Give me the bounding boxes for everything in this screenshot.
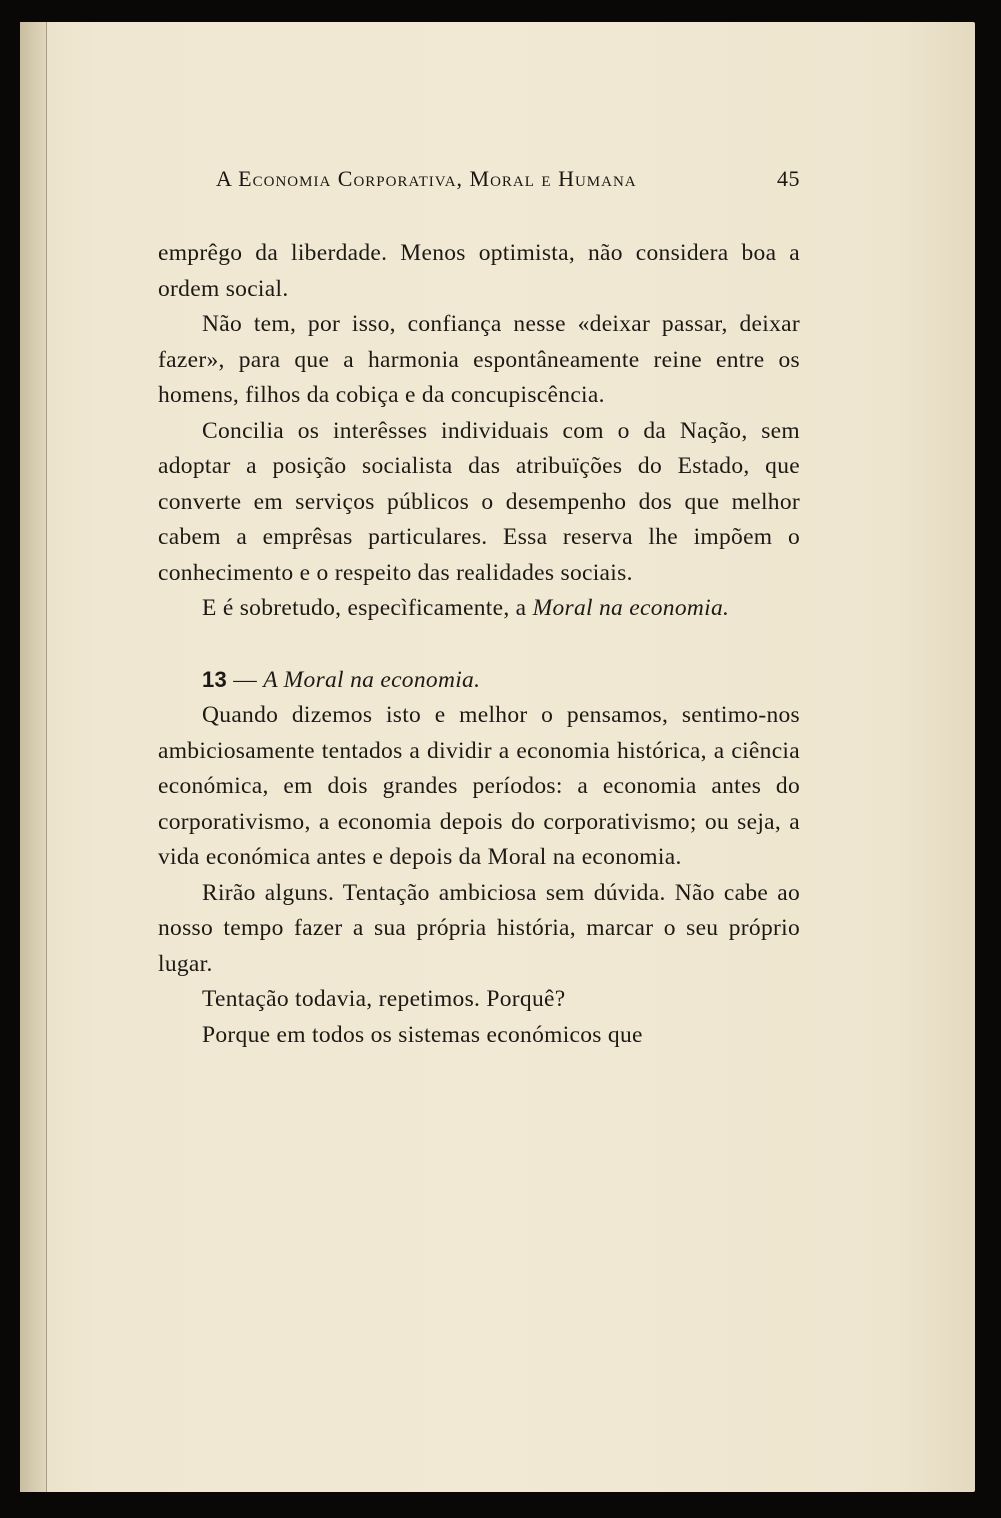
paragraph: Porque em todos os sistemas económicos que xyxy=(202,1021,643,1048)
section-title: A Moral na economia. xyxy=(263,666,481,693)
page-number: 45 xyxy=(777,166,800,191)
body-text xyxy=(158,236,800,1053)
paragraph: Não tem, por isso, confiança nesse «deixar passar, deixar fazer», para que a harmonia espontâneamente reine entre os homens, filhos da cobiça e da concupiscência. xyxy=(158,311,800,408)
paragraph: Quando dizemos isto e melhor o pensamos, sentimo-nos ambiciosamente tentados a dividir a economia histórica, a ciência económica, em dois grandes períodos: a economia antes do corporativismo, a economia depois do corporativismo; ou seja, a vida económica antes e depois da Moral na economia. xyxy=(158,702,800,870)
paragraph xyxy=(158,591,800,627)
paragraph: Rirão alguns. Tentação ambiciosa sem dúvida. Não cabe ao nosso tempo fazer a sua própria história, marcar o seu próprio lugar. xyxy=(158,879,800,977)
section-dash: — xyxy=(227,666,264,693)
section-number: 13 xyxy=(202,666,228,692)
paragraph-text: E é sobretudo, especìficamente, a xyxy=(202,595,533,621)
emphasis: Moral na economia. xyxy=(532,595,730,621)
running-title: A Economia Corporativa, Moral e Humana xyxy=(216,166,637,191)
page-gutter xyxy=(20,22,47,1492)
book-page xyxy=(20,22,975,1492)
paragraph: emprêgo da liberdade. Menos optimista, não considera boa a ordem social. xyxy=(158,240,800,302)
paragraph: Tentação todavia, repetimos. Porquê? xyxy=(202,986,566,1012)
section-heading xyxy=(158,662,800,699)
running-header xyxy=(216,166,800,192)
paragraph: Concilia os interêsses individuais com o da Nação, sem adoptar a posição socialista das atribuïções do Estado, que converte em serviços públicos o desempenho dos que melhor cabem a emprêsas particulares. Essa reserva lhe impõem o conhecimento e o respeito das realidades sociais. xyxy=(158,417,800,586)
